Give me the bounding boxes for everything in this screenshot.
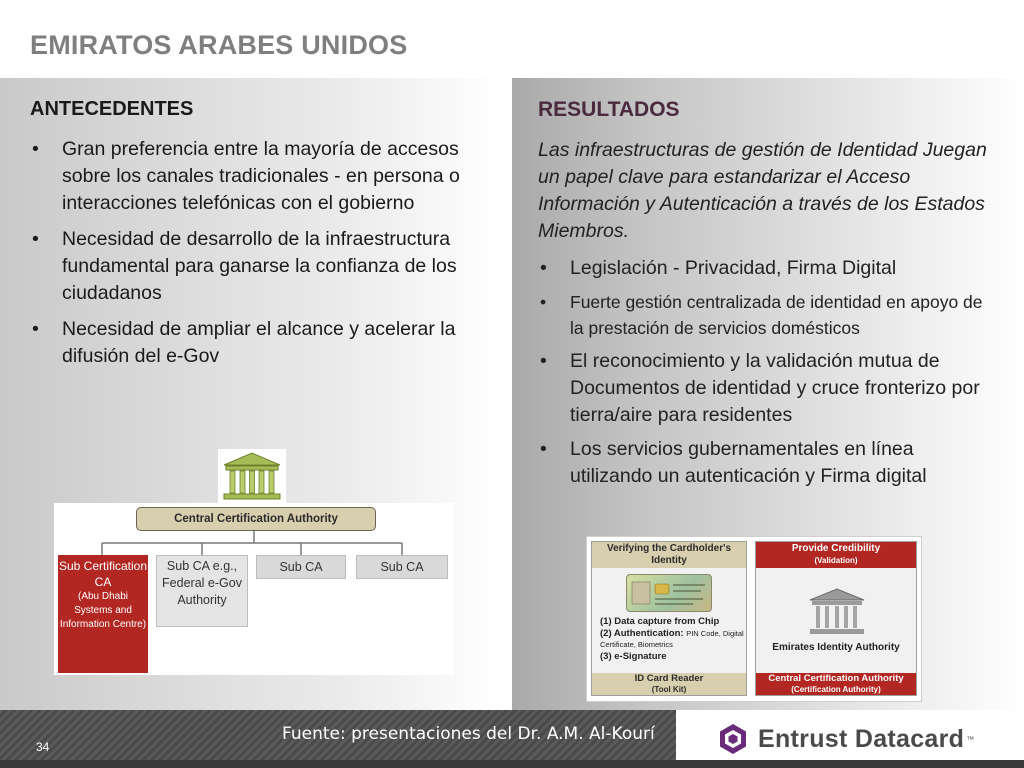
id-card-icon [626, 574, 712, 612]
provide-credibility-column [755, 541, 917, 696]
brand-name: Entrust Datacard [758, 724, 965, 753]
bullet-text: Los servicios gubernamentales en línea utilizando un autenticación y Firma digital [570, 438, 927, 487]
bullet-icon: • [540, 350, 547, 372]
government-building-icon [218, 449, 286, 503]
step-data-capture: (1) Data capture from Chip [600, 616, 720, 627]
authority-building-icon [806, 586, 868, 643]
bullet-text: Fuerte gestión centralizada de identidad en apoyo de la prestación de servicios domésticos [570, 292, 983, 338]
bullet-icon: • [540, 438, 547, 460]
bullet-icon: • [540, 257, 547, 279]
list-item [30, 316, 485, 370]
list-item [538, 436, 998, 490]
central-ca-footer: Central Certification Authority (Certification Authority) [756, 673, 916, 695]
sub-ca-box: Sub CA [356, 555, 448, 579]
sub-ca-detail: (Abu Dhabi Systems and Information Centre) [59, 591, 147, 630]
antecedentes-list [30, 136, 485, 379]
verification-steps [600, 616, 746, 662]
source-credit: Fuente: presentaciones del Dr. A.M. Al-Kourí [282, 724, 655, 744]
step-authentication-detail: PIN Code, Digital Certificate, Biometrics [600, 628, 744, 649]
step-authentication: (2) Authentication: PIN Code, Digital Certificate, Biometrics [600, 627, 744, 649]
bullet-icon: • [32, 138, 39, 160]
list-item [538, 289, 998, 341]
antecedentes-heading: ANTECEDENTES [30, 98, 194, 120]
bullet-text: Necesidad de ampliar el alcance y acelerar la difusión del e-Gov [62, 318, 456, 367]
sub-ca-box: Sub CA [256, 555, 346, 579]
bullet-icon: • [32, 228, 39, 250]
emirates-identity-authority-label: Emirates Identity Authority [772, 642, 900, 653]
entrust-datacard-logo [718, 722, 974, 756]
id-card-reader-footer: ID Card Reader (Tool Kit) [592, 673, 746, 695]
sub-ca-federal-box: Sub CA e.g., Federal e-Gov Authority [156, 555, 248, 627]
resultados-list [538, 255, 998, 497]
credibility-header: Provide Credibility (Validation) [756, 542, 916, 568]
list-item [30, 136, 485, 217]
verify-identity-column [591, 541, 747, 696]
bullet-text: Gran preferencia entre la mayoría de accesos sobre los canales tradicionales - en persona o interacciones telefónicas con el gobierno [62, 138, 460, 214]
list-item [538, 348, 998, 429]
verify-header: Verifying the Cardholder's Identity [592, 542, 746, 568]
cardholder-verification-diagram [586, 536, 922, 702]
slide-number: 34 [36, 740, 50, 754]
bullet-icon: • [540, 292, 547, 312]
step-e-signature: (3) e-Signature [600, 650, 667, 662]
trademark: ™ [966, 734, 975, 744]
central-ca-box: Central Certification Authority [136, 507, 376, 531]
sub-ca-abu-dhabi-box [58, 555, 148, 673]
bullet-text: Necesidad de desarrollo de la infraestructura fundamental para ganarse la confianza de los ciudadanos [62, 228, 457, 304]
list-item [538, 255, 998, 282]
footer-bar [0, 760, 1024, 768]
bullet-text: El reconocimiento y la validación mutua de Documentos de identidad y cruce fronterizo por tierra/aire para residentes [570, 350, 980, 426]
resultados-intro: Las infraestructuras de gestión de Identidad Juegan un papel clave para estandarizar el Acceso Información y Autenticación a través de los Estados Miembros. [538, 139, 987, 242]
slide-title: EMIRATOS ARABES UNIDOS [30, 30, 408, 60]
ca-hierarchy-diagram [54, 503, 454, 675]
entrust-hexagon-icon [718, 723, 748, 755]
bullet-icon: • [32, 318, 39, 340]
resultados-heading: RESULTADOS [538, 98, 680, 121]
bullet-text: Legislación - Privacidad, Firma Digital [570, 257, 897, 279]
list-item [30, 226, 485, 307]
sub-ca-title: Sub Certification CA [58, 559, 148, 589]
